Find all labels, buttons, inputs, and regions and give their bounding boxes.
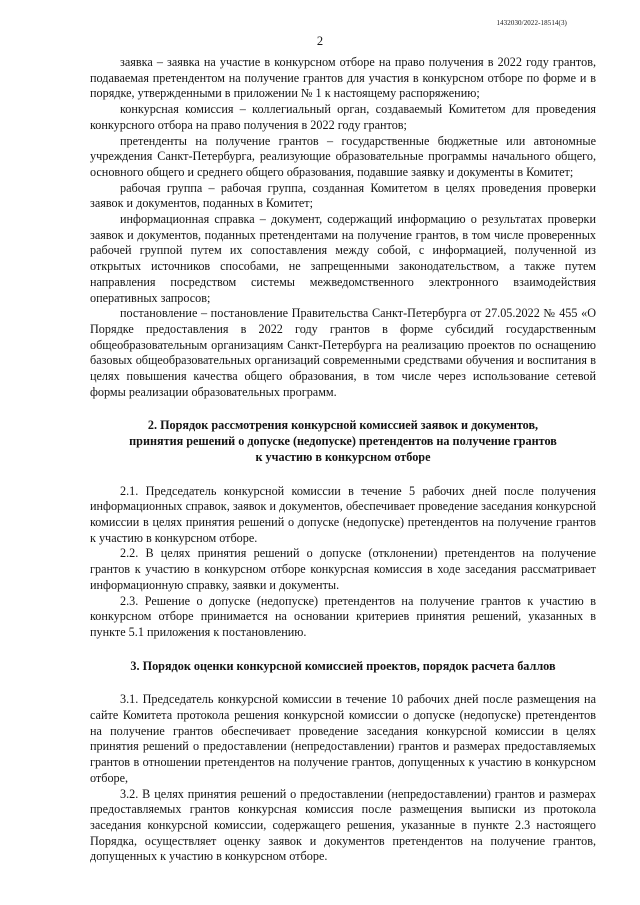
paragraph-3-2: 3.2. В целях принятия решений о предоставлении (непредоставлении) грантов и размерах предоставляемых грантов конкурсная комиссия после размещения выписки из протокола заседания конкурсной комиссии, содержащего решения, указанные в пункте 2.3 настоящего Порядка, осуществляет оценку заявок и документов претендентов на получение грантов, допущенных к участию в конкурсном отборе. xyxy=(90,786,596,864)
document-number: 1432030/2022-18514(3) xyxy=(496,19,567,27)
definitions-list xyxy=(90,55,596,400)
document-body xyxy=(90,55,596,865)
definition-pretendenty: претенденты на получение грантов – государственные бюджетные или автономные учреждения Санкт-Петербурга, реализующие образовательные программы начального общего, основного общего и среднего общего образования, подавшие заявку и документы в Комитет; xyxy=(90,133,596,179)
paragraph-2-3: 2.3. Решение о допуске (недопуске) претендентов на получение грантов к участию в конкурсном отборе принимается на основании критериев принятия решений, указанных в пункте 5.1 приложения к постановлению. xyxy=(90,593,596,639)
section-3-heading-line: 3. Порядок оценки конкурсной комиссией проектов, порядок расчета баллов xyxy=(130,658,556,673)
definition-postanovlenie: постановление – постановление Правительства Санкт-Петербурга от 27.05.2022 № 455 «О Порядке предоставления в 2022 году грантов в форме субсидий государственным общеобразовательным организациям Санкт-Петербурга на реализацию проектов по оснащению базовых общеобразовательных организаций современными средствами обучения и воспитания в целях повышения качества общего образования, в том числе через использование сетевой формы реализации образовательных программ. xyxy=(90,306,596,399)
section-2-heading-line: принятия решений о допуске (недопуске) претендентов на получение грантов xyxy=(129,434,557,449)
paragraph-3-1: 3.1. Председатель конкурсной комиссии в течение 10 рабочих дней после размещения на сайте Комитета протокола решения конкурсной комиссии о допуске (недопуске) претендентов на получение грантов обеспечивает проведение заседания конкурсной комиссии в целях принятия решений о предоставлении (непредоставлении) грантов и размерах предоставляемых грантов в отношении претендентов на получение грантов, допущенных к участию в конкурсном отборе, xyxy=(90,692,596,785)
section-2-heading-line: 2. Порядок рассмотрения конкурсной комиссией заявок и документов, xyxy=(147,418,539,433)
paragraph-2-2: 2.2. В целях принятия решений о допуске (отклонении) претендентов на получение грантов к участию в конкурсном отборе конкурсная комиссия в ходе заседания рассматривает информационную справку, заявки и документы. xyxy=(90,546,596,592)
page-number: 2 xyxy=(316,34,324,48)
section-3-content xyxy=(90,692,596,865)
section-2-heading-line: к участию в конкурсном отборе xyxy=(255,449,431,464)
section-2-heading xyxy=(90,418,596,465)
definition-rabochaya-gruppa: рабочая группа – рабочая группа, созданная Комитетом в целях проведения проверки заявок и документов, поданных в Комитет; xyxy=(90,180,596,211)
section-3-heading xyxy=(90,659,596,675)
definition-zayavka: заявка – заявка на участие в конкурсном отборе на право получения в 2022 году грантов, подаваемая претендентом на получение грантов для участия в конкурсном отборе по форме и в порядке, утвержденными в приложении № 1 к настоящему распоряжению; xyxy=(90,55,596,101)
section-2-content xyxy=(90,484,596,641)
paragraph-2-1: 2.1. Председатель конкурсной комиссии в течение 5 рабочих дней после получения информационных справок, заявок и документов, обеспечивает проведение заседания конкурсной комиссии в целях принятия решений о допуске (недопуске) претендентов на получение грантов к участию в конкурсном отборе. xyxy=(90,483,596,545)
definition-spravka: информационная справка – документ, содержащий информацию о результатах проверки заявок и документов, поданных претендентами на получение грантов, в том числе проверенных рабочей группой путем их сопоставления между собой, с информацией, полученной из открытых источников способами, не запрещенными законодательством, а также путем направления посредством системы межведомственного электронного взаимодействия оперативных запросов; xyxy=(90,212,596,305)
definition-komissiya: конкурсная комиссия – коллегиальный орган, создаваемый Комитетом для проведения конкурсного отбора на право получения в 2022 году грантов; xyxy=(90,102,596,132)
